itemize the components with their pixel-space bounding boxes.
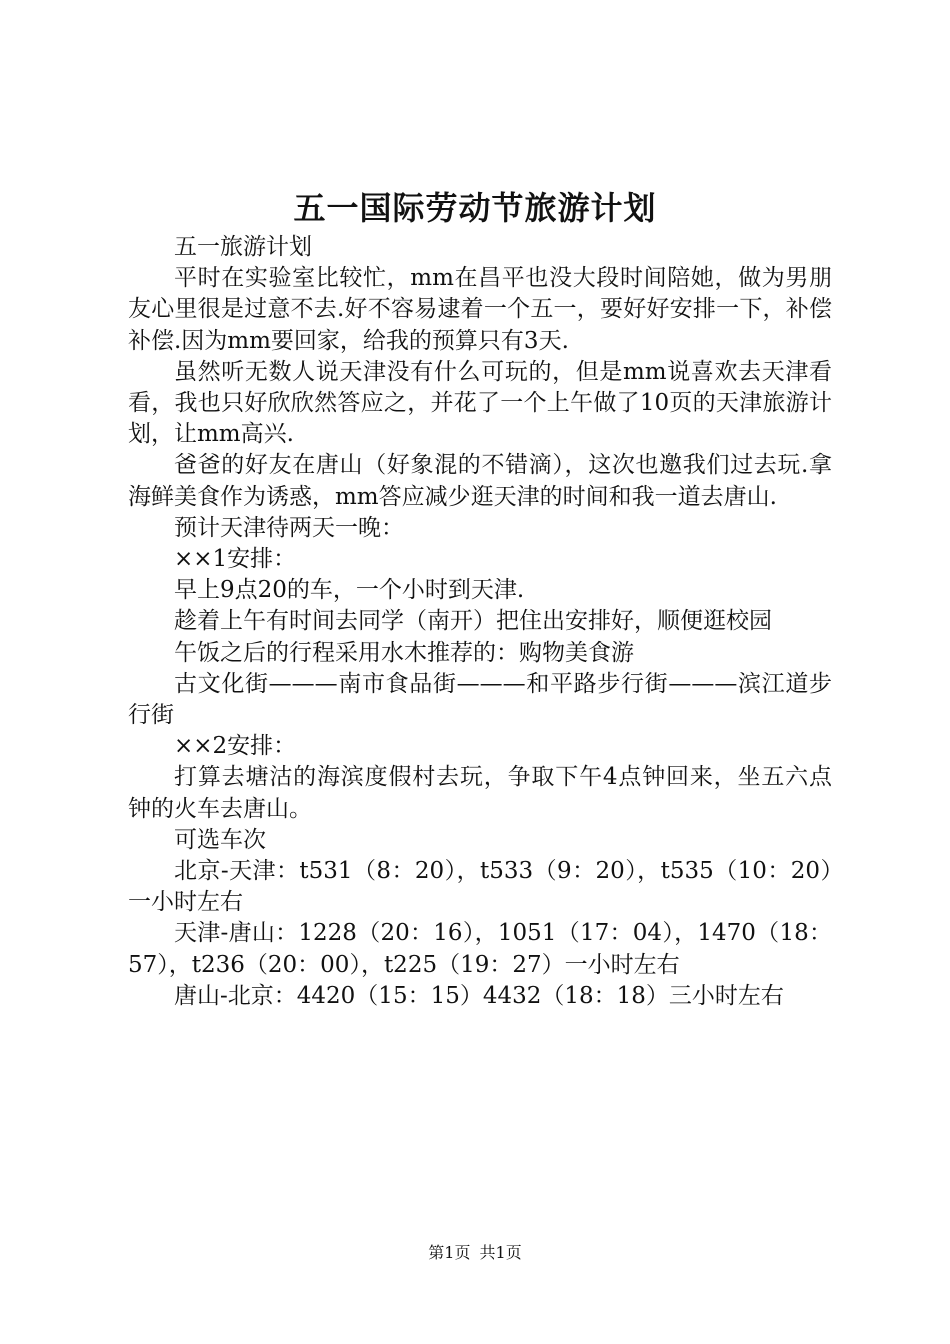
paragraph: 古文化街———南市食品街———和平路步行街———滨江道步行街 <box>128 670 832 729</box>
paragraph: 爸爸的好友在唐山（好象混的不错滴），这次也邀我们过去玩.拿海鲜美食作为诱惑，mm答应减少逛天津的时间和我一道去唐山. <box>128 452 832 510</box>
paragraph: 午饭之后的行程采用水木推荐的：购物美食游 <box>174 639 634 666</box>
page-total: 共1页 <box>479 1243 522 1262</box>
paragraph: 早上9点20的车，一个小时到天津. <box>174 577 525 604</box>
paragraph: 平时在实验室比较忙，mm在昌平也没大段时间陪她，做为男朋友心里很是过意不去.好不容易逮着一个五一，要好好安排一下，补偿补偿.因为mm要回家，给我的预算只有3天. <box>128 265 832 354</box>
paragraph: 天津-唐山：1228（20：16），1051（17：04），1470（18：57），t236（20：00），t225（19：27）一小时左右 <box>128 920 832 978</box>
paragraph: 北京-天津：t531（8：20），t533（9：20），t535（10：20）一小时左右 <box>128 858 832 916</box>
page-number: 第1页 <box>428 1243 471 1262</box>
paragraph: 唐山-北京：4420（15：15）4432（18：18）三小时左右 <box>174 982 784 1009</box>
paragraph: 可选车次 <box>174 826 266 853</box>
paragraph: ××1安排： <box>174 546 297 573</box>
page-footer <box>0 1242 950 1264</box>
paragraph: 五一旅游计划 <box>174 234 312 260</box>
paragraph: 预计天津待两天一晚： <box>174 514 404 541</box>
document-body <box>128 232 832 1012</box>
paragraph: 虽然听无数人说天津没有什么可玩的，但是mm说喜欢去天津看看，我也只好欣欣然答应之，并花了一个上午做了10页的天津旅游计划，让mm高兴. <box>128 358 832 448</box>
paragraph: 趁着上午有时间去同学（南开）把住出安排好，顺便逛校园 <box>174 608 772 635</box>
paragraph: 打算去塘沽的海滨度假村去玩，争取下午4点钟回来，坐五六点钟的火车去唐山。 <box>128 764 832 822</box>
paragraph: ××2安排： <box>174 733 297 760</box>
page-title: 五一国际劳动节旅游计划 <box>293 189 657 227</box>
